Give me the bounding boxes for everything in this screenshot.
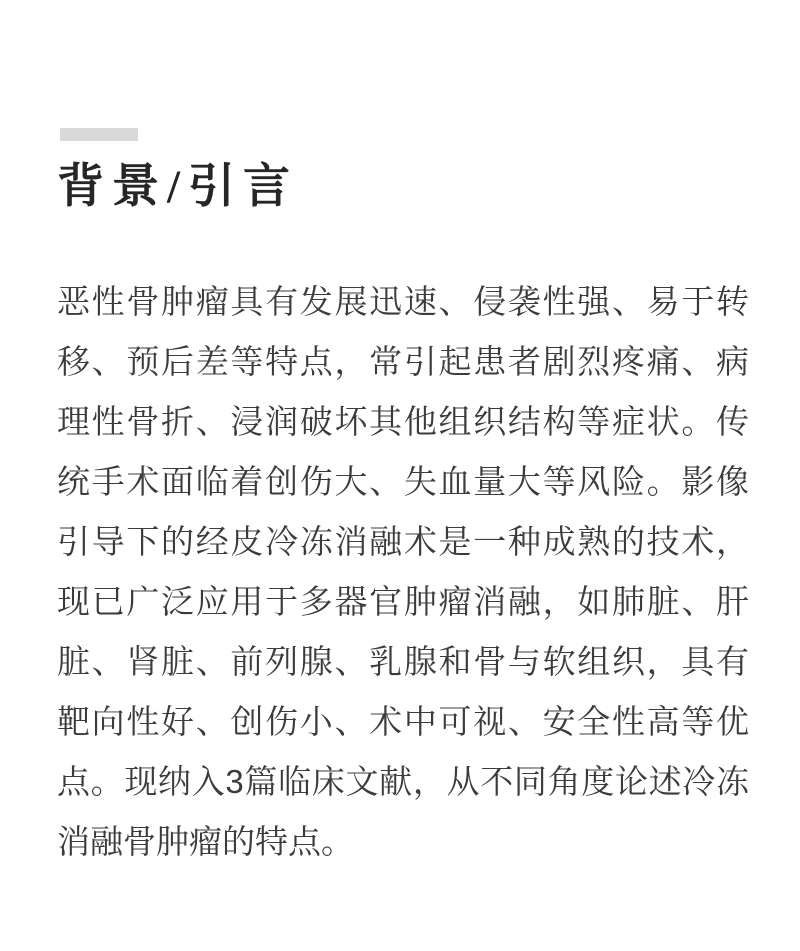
- section-title: 背景/引言: [57, 161, 299, 213]
- accent-bar: [60, 128, 138, 141]
- body-paragraph: 恶性骨肿瘤具有发展迅速、侵袭性强、易于转移、预后差等特点，常引起患者剧烈疼痛、病理性骨折、浸润破坏其他组织结构等症状。传统手术面临着创伤大、失血量大等风险。影像引导下的经皮冷冻消融术是一种成熟的技术，现已广泛应用于多器官肿瘤消融，如肺脏、肝脏、肾脏、前列腺、乳腺和骨与软组织，具有靶向性好、创伤小、术中可视、安全性高等优点。现纳入3篇临床文献，从不同角度论述冷冻消融骨肿瘤的特点。: [57, 283, 749, 860]
